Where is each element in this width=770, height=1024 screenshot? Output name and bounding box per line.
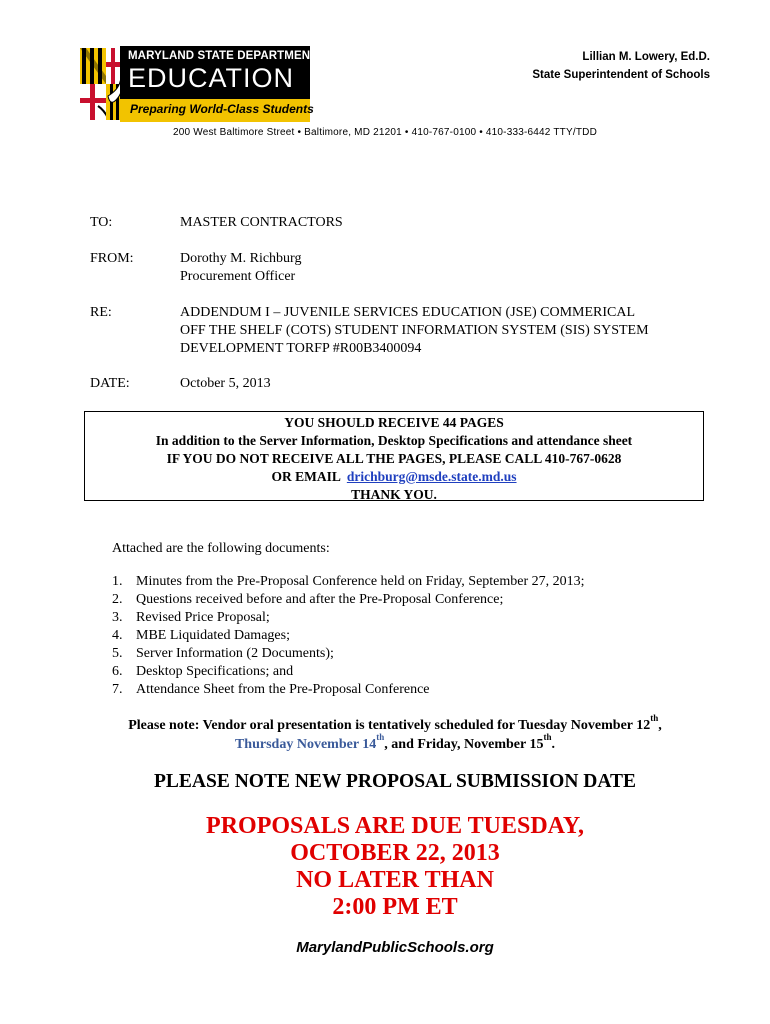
re-block [180,304,649,358]
list-item: 1. Minutes from the Pre-Proposal Conference held on Friday, September 27, 2013; [112,574,585,589]
date-value: October 5, 2013 [180,376,271,391]
due-line-1: PROPOSALS ARE DUE TUESDAY, [206,813,584,839]
msde-logo [78,46,337,122]
footer-website: MarylandPublicSchools.org [296,939,494,956]
superintendent-title: State Superintendent of Schools [532,69,710,81]
logo-department-text: MARYLAND STATE DEPARTMENT OF [128,50,337,62]
list-item: 6. Desktop Specifications; and [112,664,294,679]
re-line-2: OFF THE SHELF (COTS) STUDENT INFORMATION SYSTEM (SIS) SYSTEM [180,323,649,338]
revised-date-text: Thursday November 14 [234,737,377,752]
from-name: Dorothy M. Richburg [180,251,302,266]
to-value: MASTER CONTRACTORS [180,215,343,230]
notice-line-1: YOU SHOULD RECEIVE 44 PAGES [284,415,504,430]
list-item: 2. Questions received before and after the Pre-Proposal Conference; [112,592,504,607]
attachments-intro: Attached are the following documents: [112,541,330,556]
list-item: 7. Attendance Sheet from the Pre-Proposal Conference [112,682,430,697]
attachments-list [112,573,585,699]
date-label: DATE: [90,376,130,391]
logo-education-text: EDUCATION [128,63,295,93]
new-date-heading: PLEASE NOTE NEW PROPOSAL SUBMISSION DATE [153,771,636,792]
re-line-3: DEVELOPMENT TORFP #R00B3400094 [180,341,422,356]
list-item: 3. Revised Price Proposal; [112,610,270,625]
vendor-note-line-1: Please note: Vendor oral presentation is tentatively scheduled for Tuesday November 12th, [128,713,662,733]
due-line-3: NO LATER THAN [296,867,494,893]
from-block [180,250,301,286]
list-item: 5. Server Information (2 Documents); [112,646,334,661]
notice-line-5: THANK YOU. [351,487,437,502]
from-label: FROM: [90,251,134,266]
notice-line-4 [85,468,703,486]
page-count-notice [84,411,704,501]
due-line-2: OCTOBER 22, 2013 [290,840,500,866]
re-label: RE: [90,305,112,320]
to-label: TO: [90,215,113,230]
superintendent-name: Lillian M. Lowery, Ed.D. [582,51,710,63]
vendor-presentation-note [0,713,770,754]
re-line-1: ADDENDUM I – JUVENILE SERVICES EDUCATION (JSE) COMMERICAL [180,305,636,320]
logo-tagline: Preparing World-Class Students [130,102,314,116]
due-date-block [0,813,770,921]
notice-line-3: IF YOU DO NOT RECEIVE ALL THE PAGES, PLEASE CALL 410-767-0628 [166,451,622,466]
from-title: Procurement Officer [180,269,296,284]
list-item: 4. MBE Liquidated Damages; [112,628,290,643]
letterhead-address: 200 West Baltimore Street • Baltimore, MD 21201 • 410-767-0100 • 410-333-6442 TTY/TDD [172,127,597,138]
notice-line-2: In addition to the Server Information, Desktop Specifications and attendance sheet [155,433,633,448]
vendor-note-line-2: Thursday November 14th, and Friday, November 15th. [234,732,556,752]
notice-email-link[interactable]: drichburg@msde.state.md.us [346,469,517,484]
superintendent-block [532,48,710,84]
due-line-4: 2:00 PM ET [332,894,458,920]
notice-email-prefix: OR EMAIL [271,469,347,484]
